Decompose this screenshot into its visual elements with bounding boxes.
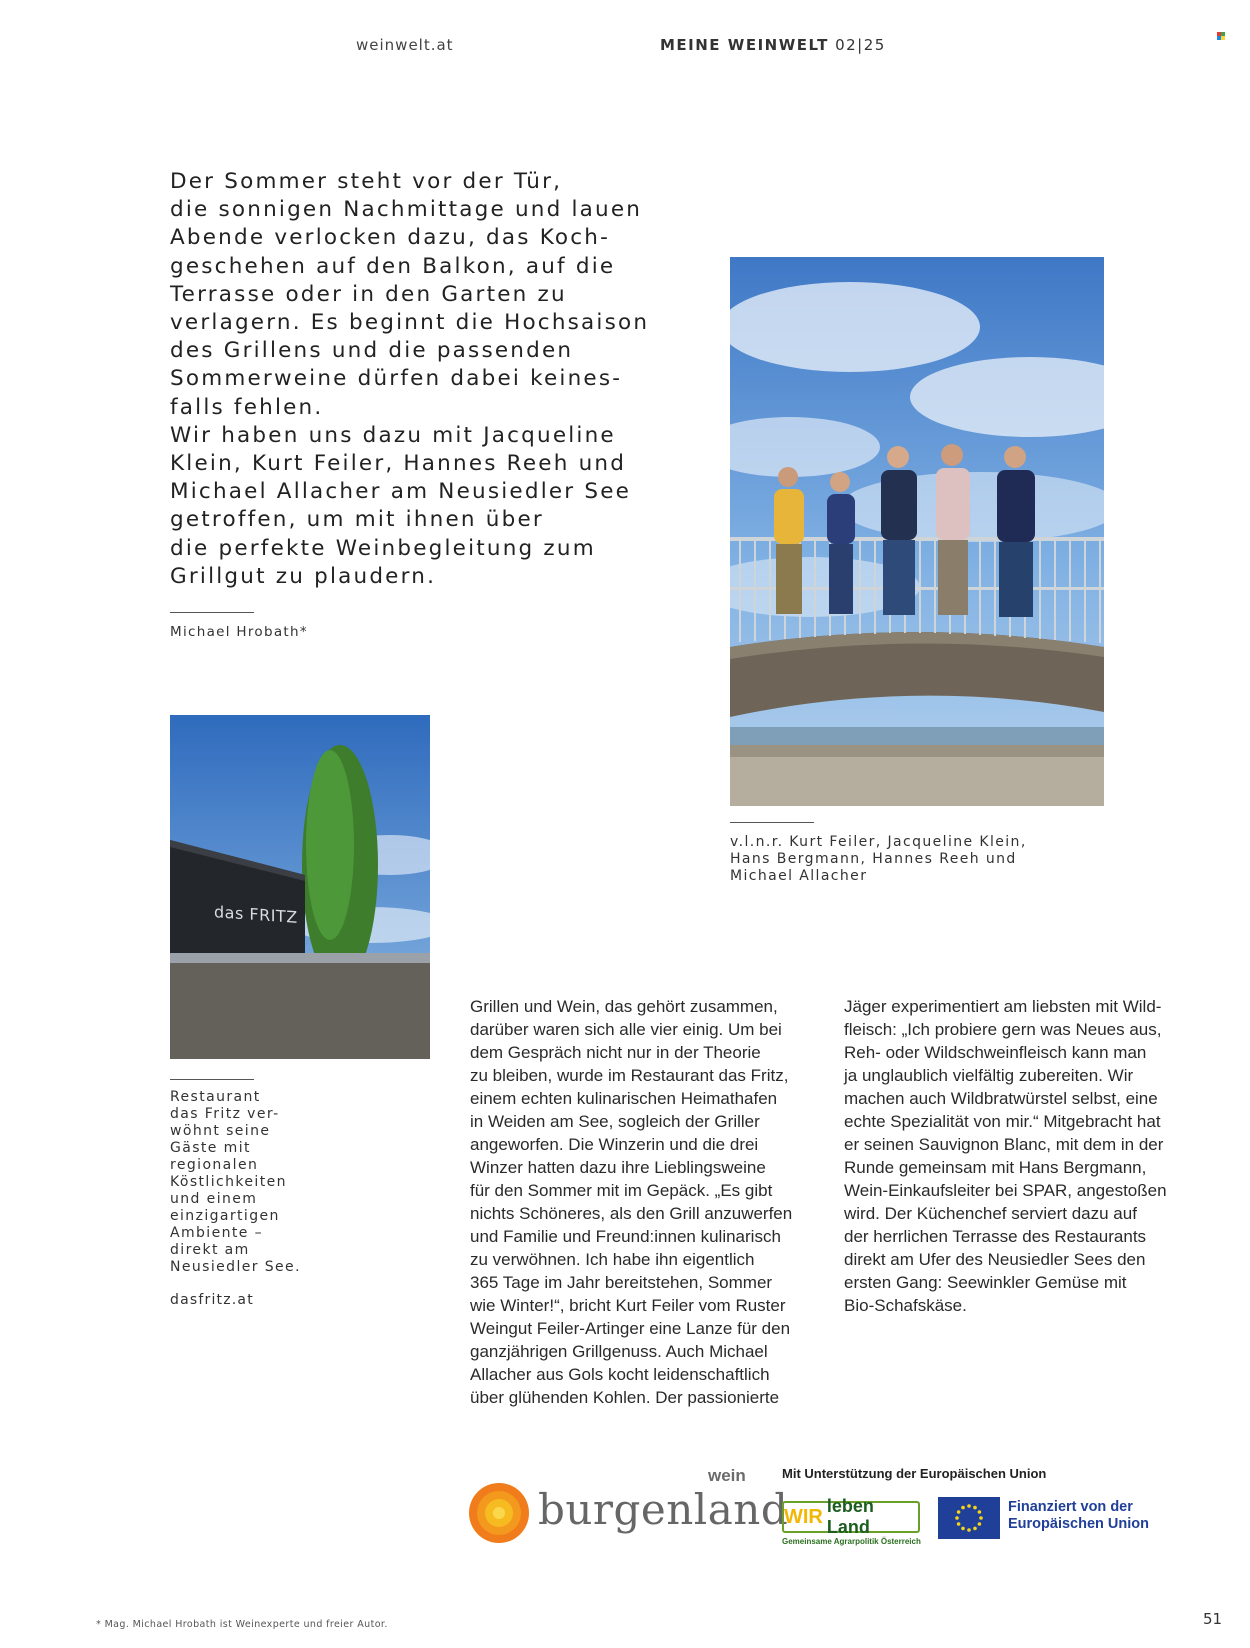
author-byline: Michael Hrobath* [170, 624, 308, 640]
wein-label: wein [708, 1466, 746, 1485]
eu-support-text: Mit Unterstützung der Europäischen Union [782, 1466, 1047, 1481]
group-photo [730, 257, 1104, 806]
wir-leben-land-logo [782, 1496, 920, 1537]
restaurant-website-link[interactable]: dasfritz.at [170, 1292, 254, 1308]
eu-funded-text: Finanziert von der Europäischen Union [1008, 1499, 1149, 1532]
site-url: weinwelt.at [356, 36, 454, 54]
group-caption-divider [730, 822, 814, 823]
corner-mark-icon [1217, 32, 1225, 40]
wir-logo-part1: WIR [784, 1505, 823, 1528]
magazine-name: MEINE WEINWELT [660, 36, 829, 54]
restaurant-sign: das FRITZ [214, 902, 298, 927]
page-number: 51 [1203, 1610, 1223, 1628]
group-photo-caption: v.l.n.r. Kurt Feiler, Jacqueline Klein, Hans Bergmann, Hannes Reeh und Michael Allacher [730, 834, 1027, 884]
burgenland-sun-icon [468, 1482, 530, 1544]
author-divider [170, 612, 254, 613]
author-footnote: * Mag. Michael Hrobath ist Weinexperte und freier Autor. [96, 1619, 388, 1630]
issue-number: 02|25 [835, 36, 886, 54]
restaurant-photo [170, 715, 430, 1059]
eu-flag-icon [938, 1497, 1000, 1539]
body-column-2: Jäger experimentiert am liebsten mit Wild- fleisch: „Ich probiere gern was Neues aus, Reh- oder Wildschweinfleisch kann man ja unglaublich vielfältig zubereiten. Wir machen auch Wildbratwürstel selbst, eine echte Spezialität von mir.“ Mitgebracht hat er seinen Sauvignon Blanc, mit dem in der Runde gemeinsam mit Hans Bergmann, Wein-Einkaufsleiter bei SPAR, angestoßen wird. Der Küchenchef serviert dazu auf der herrlichen Terrasse des Restaurants direkt am Ufer des Neusiedler Sees den ersten Gang: Seewinkler Gemüse mit Bio-Schafskäse. [844, 997, 1167, 1315]
intro-paragraph: Der Sommer steht vor der Tür, die sonnigen Nachmittage und lauen Abende verlocken dazu, das Koch- geschehen auf den Balkon, auf die Terrasse oder in den Garten zu verlagern. Es beginnt die Hochsaison des Grillens und die passenden Sommerweine dürfen dabei keines- falls fehlen. Wir haben uns dazu mit Jacqueline Klein, Kurt Feiler, Hannes Reeh und Michael Allacher am Neusiedler See getroffen, um mit ihnen über die perfekte Weinbegleitung zum Grillgut zu plaudern. [170, 169, 650, 589]
wir-subtitle: Gemeinsame Agrarpolitik Österreich [782, 1537, 921, 1546]
wir-logo-part2: leben Land [826, 1496, 874, 1537]
magazine-header [660, 36, 886, 54]
body-column-1: Grillen und Wein, das gehört zusammen, darüber waren sich alle vier einig. Um bei dem Gespräch nicht nur in der Theorie zu bleiben, wurde im Restaurant das Fritz, einem echten kulinarischen Heimathafen in Weiden am See, sogleich der Griller angeworfen. Die Winzerin und die drei Winzer hatten dazu ihre Lieblingsweine für den Sommer mit im Gepäck. „Es gibt nichts Schöneres, als den Grill anzuwerfen und Familie und Freund:innen kulinarisch zu verwöhnen. Ich habe ihn eigentlich 365 Tage im Jahr bereitstehen, Sommer wie Winter!“, bricht Kurt Feiler vom Ruster Weingut Feiler-Artinger eine Lanze für den ganzjährigen Grillgenuss. Auch Michael Allacher aus Gols kocht leidenschaftlich über glühenden Kohlen. Der passionierte [470, 997, 793, 1407]
restaurant-caption-divider [170, 1079, 254, 1080]
restaurant-caption: Restaurant das Fritz ver- wöhnt seine Gäste mit regionalen Köstlichkeiten und einem einzigartigen Ambiente – direkt am Neusiedler See. [170, 1089, 301, 1275]
burgenland-logo-text: burgenland [538, 1485, 789, 1534]
